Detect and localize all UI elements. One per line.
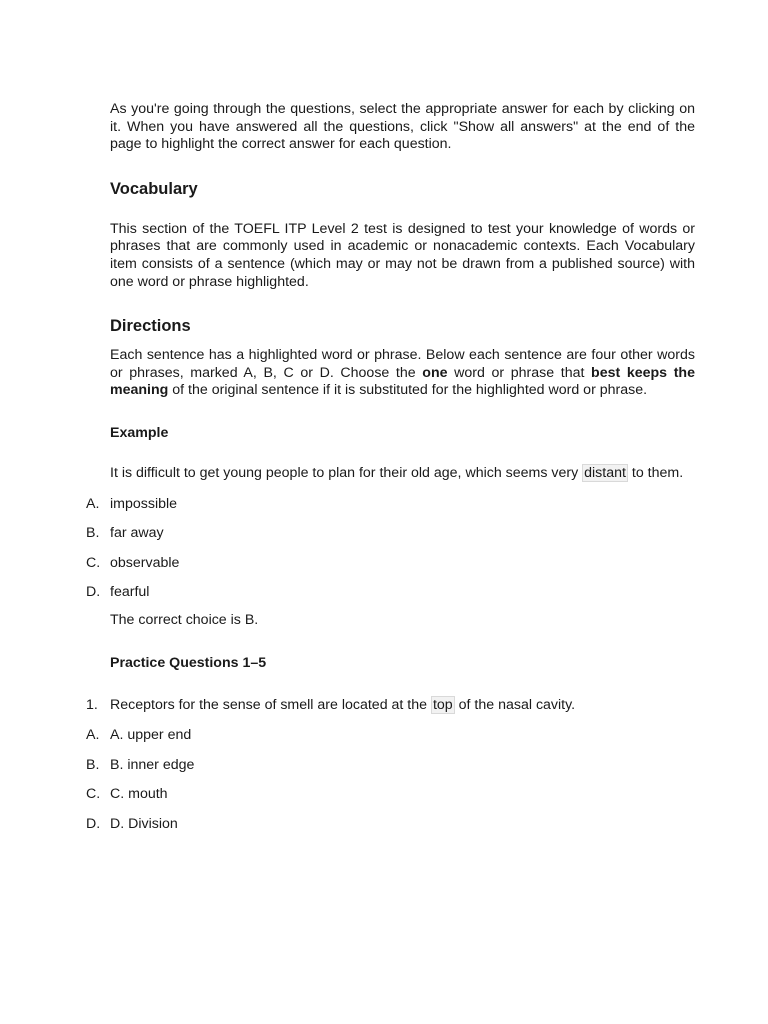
option-text: observable <box>110 554 180 571</box>
directions-heading: Directions <box>110 317 191 336</box>
directions-bold-best: best keeps the meaning <box>110 364 695 399</box>
example-option-c[interactable] <box>86 554 695 572</box>
practice-heading: Practice Questions 1–5 <box>110 654 267 671</box>
vocabulary-paragraph: This section of the TOEFL ITP Level 2 test is designed to test your knowledge of words or phrases that are commonly used in academic or nonacademic contexts. Each Vocabulary item consists of a sentence (which may or may not be drawn from a published source) with one word or phrase highlighted. <box>110 220 695 290</box>
question-1-highlighted-word: top <box>432 696 453 713</box>
question-1-option-a[interactable] <box>86 726 695 744</box>
question-1-after: of the nasal cavity. <box>454 696 576 713</box>
example-highlighted-word: distant <box>584 464 626 481</box>
directions-bold-one: one <box>422 364 448 381</box>
example-answer: The correct choice is B. <box>110 612 259 629</box>
question-number: 1. <box>86 696 98 713</box>
option-text: C. mouth <box>110 786 168 803</box>
example-options <box>86 495 695 602</box>
option-text: far away <box>110 525 164 542</box>
vocabulary-heading: Vocabulary <box>110 179 198 198</box>
option-text: impossible <box>110 495 178 512</box>
option-marker: A. <box>86 727 100 744</box>
directions-text-2: word or phrase that <box>447 364 592 381</box>
intro-paragraph: As you're going through the questions, select the appropriate answer for each by clicking on it. When you have answered all the questions, click "Show all answers" at the end of the page to highlight the correct answer for each question. <box>110 101 695 153</box>
option-marker: D. <box>86 584 101 601</box>
example-option-d[interactable] <box>86 583 695 601</box>
example-sentence-before: It is difficult to get young people to plan for their old age, which seems very <box>110 464 583 481</box>
option-text: D. Division <box>110 815 178 832</box>
option-marker: C. <box>86 786 101 803</box>
directions-paragraph <box>110 347 695 400</box>
option-marker: C. <box>86 554 101 571</box>
option-marker: B. <box>86 525 100 542</box>
option-text: B. inner edge <box>110 756 195 773</box>
directions-text-1: Each sentence has a highlighted word or phrase. Below each sentence are four other words or phrases, marked A, B, C or D. Choose the <box>110 347 695 381</box>
example-sentence-after: to them. <box>627 464 684 481</box>
question-1-before: Receptors for the sense of smell are located at the <box>110 696 431 713</box>
question-1-option-c[interactable] <box>86 785 695 803</box>
question-1-option-b[interactable] <box>86 756 695 774</box>
option-text: A. upper end <box>110 727 192 744</box>
document-content <box>86 101 695 833</box>
example-heading: Example <box>110 424 169 441</box>
example-sentence <box>110 465 695 483</box>
option-marker: A. <box>86 495 100 512</box>
option-text: fearful <box>110 584 150 601</box>
option-marker: B. <box>86 756 100 773</box>
example-option-a[interactable] <box>86 495 695 513</box>
question-1-option-d[interactable] <box>86 815 695 833</box>
question-1-options <box>86 726 695 833</box>
example-option-b[interactable] <box>86 524 695 542</box>
question-1 <box>86 696 695 715</box>
directions-text-3: of the original sentence if it is substituted for the highlighted word or phrase. <box>168 382 648 399</box>
option-marker: D. <box>86 815 101 832</box>
